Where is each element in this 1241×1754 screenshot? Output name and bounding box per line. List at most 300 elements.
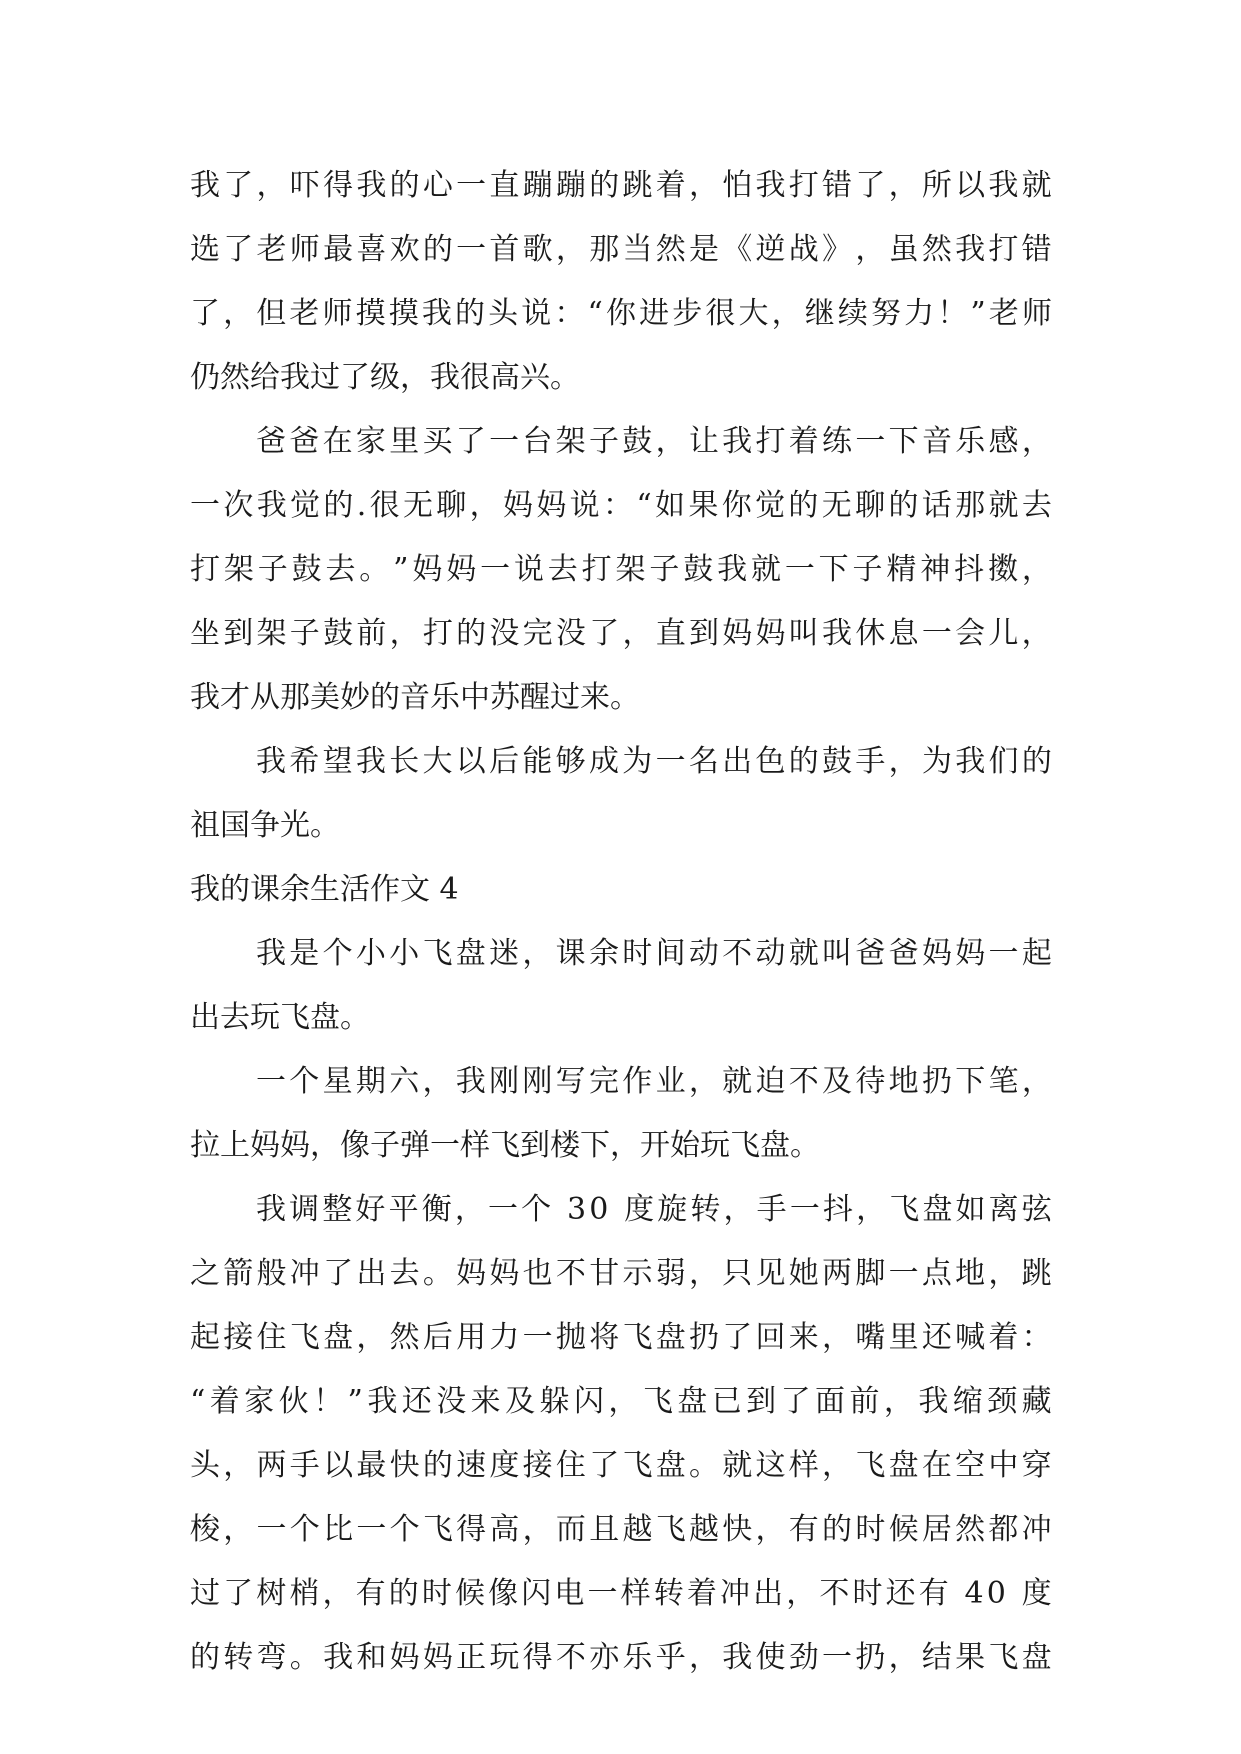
glyph: 师 (1021, 296, 1052, 331)
glyph: 一 (256, 1512, 287, 1547)
glyph: 了 (722, 1320, 753, 1355)
glyph: 前 (356, 616, 387, 651)
text-line: 出去玩飞盘。 (190, 1000, 370, 1035)
glyph: ， (822, 1320, 853, 1355)
glyph: 4 (964, 1576, 984, 1611)
glyph: ！ (313, 1384, 344, 1419)
text-line (190, 154, 1052, 218)
glyph: “ (587, 296, 603, 331)
glyph: 还 (401, 1384, 432, 1419)
glyph: 快 (389, 1448, 420, 1483)
glyph: 不 (555, 1256, 586, 1291)
glyph: 息 (888, 616, 919, 651)
glyph: 0 (986, 1576, 1006, 1611)
glyph: “ (190, 1384, 206, 1419)
glyph: 续 (837, 296, 868, 331)
glyph: 很 (705, 296, 736, 331)
glyph: 力 (904, 296, 935, 331)
glyph: ！ (937, 296, 968, 331)
glyph: 乐 (622, 1640, 653, 1675)
glyph: 长 (389, 744, 420, 779)
glyph: 色 (755, 744, 786, 779)
glyph: 这 (755, 1448, 786, 1483)
glyph: 。 (359, 552, 390, 587)
glyph: 盘 (655, 1320, 686, 1355)
glyph: 平 (388, 1192, 419, 1227)
glyph: 前 (849, 1384, 880, 1419)
glyph: 都 (988, 1512, 1019, 1547)
glyph: 叫 (822, 936, 853, 971)
glyph: 嘴 (855, 1320, 886, 1355)
glyph: 说 (513, 552, 544, 587)
glyph: 一 (921, 616, 952, 651)
glyph: 到 (746, 1384, 777, 1419)
glyph: ： (603, 488, 634, 523)
glyph: 只 (722, 1256, 753, 1291)
glyph: 之 (190, 1256, 220, 1291)
glyph: 步 (672, 296, 703, 331)
glyph: 次 (223, 488, 254, 523)
glyph: 箭 (223, 1256, 254, 1291)
glyph: 写 (555, 1064, 586, 1099)
glyph: 够 (555, 744, 586, 779)
glyph: 样 (620, 1576, 651, 1611)
glyph: 个 (521, 1192, 552, 1227)
glyph: 结 (921, 1640, 952, 1675)
glyph: 妈 (389, 1640, 420, 1675)
glyph: ， (888, 168, 919, 203)
glyph: 的 (389, 168, 420, 203)
glyph: 就 (722, 1448, 753, 1483)
glyph: 我 (190, 168, 220, 203)
glyph: 越 (688, 1512, 719, 1547)
glyph: 一 (456, 232, 487, 267)
glyph: 我 (256, 744, 286, 779)
glyph: 没 (436, 1384, 467, 1419)
glyph: 藏 (1021, 1384, 1052, 1419)
glyph: 吓 (289, 168, 320, 203)
glyph: 的 (822, 1512, 853, 1547)
glyph: 及 (822, 1064, 853, 1099)
glyph: 没 (555, 616, 586, 651)
glyph: 家 (355, 424, 386, 459)
glyph (554, 1178, 564, 1242)
glyph: 》 (822, 232, 853, 267)
glyph: 像 (488, 1576, 519, 1611)
glyph: 台 (522, 424, 553, 459)
glyph: 电 (554, 1576, 585, 1611)
glyph: ， (883, 1384, 914, 1419)
glyph: 而 (555, 1512, 586, 1547)
text-line (190, 538, 1052, 602)
glyph: 话 (921, 488, 952, 523)
glyph: 妈 (456, 1256, 487, 1291)
glyph: “ (636, 488, 652, 523)
glyph: 整 (322, 1192, 353, 1227)
glyph: 和 (356, 1640, 387, 1675)
glyph: 练 (822, 424, 853, 459)
glyph: 着 (655, 168, 686, 203)
glyph: 你 (721, 488, 752, 523)
glyph: 候 (888, 1512, 919, 1547)
glyph (952, 1562, 962, 1626)
glyph: 个 (289, 1064, 320, 1099)
glyph: 里 (389, 424, 420, 459)
glyph: 一 (522, 1320, 553, 1355)
glyph: 老 (988, 296, 1019, 331)
glyph: ” (970, 296, 986, 331)
glyph: 说 (521, 296, 552, 331)
glyph: 回 (755, 1320, 786, 1355)
glyph: 老 (256, 232, 287, 267)
glyph: . (356, 488, 367, 523)
glyph: 业 (655, 1064, 686, 1099)
glyph: 打 (755, 424, 786, 459)
text-line (190, 1434, 1052, 1498)
glyph (1009, 1562, 1019, 1626)
glyph: 一 (489, 424, 520, 459)
glyph: ， (322, 1576, 353, 1611)
glyph: 喊 (955, 1320, 986, 1355)
glyph: 的 (323, 488, 354, 523)
glyph: 弯 (256, 1640, 287, 1675)
glyph: 完 (522, 616, 553, 651)
glyph: 时 (622, 936, 653, 971)
glyph: 地 (955, 1256, 986, 1291)
glyph: 怕 (722, 168, 753, 203)
glyph: 架 (223, 552, 254, 587)
glyph: 爸 (888, 936, 919, 971)
glyph: 就 (750, 552, 781, 587)
glyph: 了 (589, 1448, 620, 1483)
glyph: 样 (788, 1448, 819, 1483)
glyph: ， (655, 424, 686, 459)
glyph: 师 (322, 296, 353, 331)
glyph: 们 (988, 744, 1019, 779)
glyph: 很 (369, 488, 400, 523)
glyph: 以 (323, 1448, 354, 1483)
glyph: 度 (624, 1192, 655, 1227)
glyph: ， (608, 1384, 639, 1419)
glyph: 了 (780, 1384, 811, 1419)
glyph: 子 (588, 424, 619, 459)
glyph: 果 (688, 488, 719, 523)
glyph: 打 (988, 232, 1019, 267)
glyph: 然 (955, 1512, 986, 1547)
glyph: 作 (622, 1064, 653, 1099)
glyph: 如 (655, 488, 686, 523)
glyph: 时 (421, 1576, 452, 1611)
glyph: 打 (581, 552, 612, 587)
glyph: 课 (555, 936, 586, 971)
glyph: ， (1021, 552, 1052, 587)
glyph: 亦 (589, 1640, 620, 1675)
glyph: 个 (389, 1512, 420, 1547)
glyph: 儿 (988, 616, 1019, 651)
glyph: 架 (256, 616, 287, 651)
glyph: 摸 (355, 296, 386, 331)
glyph: 我 (356, 168, 387, 203)
glyph: 力 (489, 1320, 520, 1355)
glyph: 爸 (855, 936, 886, 971)
glyph: 盘 (922, 1192, 953, 1227)
glyph: 大 (738, 296, 769, 331)
glyph: 望 (322, 744, 353, 779)
text-line: 我才从那美妙的音乐中苏醒过来。 (190, 680, 640, 715)
glyph: 高 (489, 1512, 520, 1547)
glyph: 期 (355, 1064, 386, 1099)
text-line: 祖国争光。 (190, 808, 340, 843)
glyph: 的 (888, 488, 919, 523)
text-line (190, 1242, 1052, 1306)
glyph: 在 (322, 424, 353, 459)
glyph: 接 (223, 1320, 254, 1355)
glyph: 蹦 (522, 168, 553, 203)
glyph: 地 (888, 1064, 919, 1099)
glyph: 甘 (589, 1256, 620, 1291)
glyph: 子 (289, 616, 320, 651)
glyph: 得 (323, 168, 354, 203)
glyph: 去 (389, 1256, 420, 1291)
glyph: ， (422, 1064, 453, 1099)
glyph: 快 (722, 1512, 753, 1547)
glyph: 盘 (1021, 1640, 1052, 1675)
glyph: 妈 (489, 1256, 520, 1291)
glyph: 首 (489, 232, 520, 267)
glyph: 喜 (356, 232, 387, 267)
glyph: 个 (322, 936, 353, 971)
glyph: 就 (788, 936, 819, 971)
glyph: 一 (855, 424, 886, 459)
glyph: 架 (555, 424, 586, 459)
glyph: 刚 (522, 1064, 553, 1099)
glyph: 飞 (642, 1384, 673, 1419)
glyph: ， (822, 1448, 853, 1483)
glyph: 冲 (289, 1256, 320, 1291)
glyph: 离 (988, 1192, 1019, 1227)
glyph: 鼓 (822, 744, 853, 779)
glyph: 进 (639, 296, 670, 331)
glyph: 度 (1021, 1576, 1052, 1611)
glyph: 扔 (688, 1320, 719, 1355)
glyph: 劲 (788, 1640, 819, 1675)
glyph: 一 (190, 488, 220, 523)
glyph: 来 (788, 1320, 819, 1355)
glyph: 里 (888, 1320, 919, 1355)
glyph: 子 (852, 552, 883, 587)
glyph: 一 (356, 1512, 387, 1547)
glyph: 然 (389, 1320, 420, 1355)
glyph: 手 (289, 1448, 320, 1483)
glyph: 让 (688, 424, 719, 459)
glyph: 鼓 (683, 552, 714, 587)
glyph: 好 (355, 1192, 386, 1227)
glyph: 抖 (822, 1192, 853, 1227)
glyph: 我 (323, 1640, 354, 1675)
glyph: 见 (755, 1256, 786, 1291)
glyph: 希 (289, 744, 320, 779)
glyph: 冲 (720, 1576, 750, 1611)
glyph: 了 (223, 168, 254, 203)
glyph: 转 (223, 1640, 254, 1675)
glyph: 。 (688, 1448, 719, 1483)
glyph: ， (256, 168, 287, 203)
glyph: 待 (855, 1064, 886, 1099)
glyph: 已 (711, 1384, 742, 1419)
glyph: 我 (455, 1064, 486, 1099)
glyph: 去 (1021, 488, 1052, 523)
glyph: 欢 (389, 232, 420, 267)
glyph: 飞 (655, 1512, 686, 1547)
glyph: 梢 (289, 1576, 320, 1611)
glyph: 打 (190, 552, 220, 587)
glyph: 精 (886, 552, 917, 587)
glyph: 且 (589, 1512, 620, 1547)
glyph: 居 (921, 1512, 952, 1547)
glyph: ， (555, 232, 586, 267)
glyph: 住 (256, 1320, 287, 1355)
glyph: 聊 (436, 488, 467, 523)
glyph: 鼓 (323, 616, 354, 651)
glyph: 着 (988, 1320, 1019, 1355)
glyph: 颈 (987, 1384, 1018, 1419)
glyph: 飞 (622, 1448, 653, 1483)
glyph: 出 (722, 744, 753, 779)
glyph: 个 (289, 1512, 320, 1547)
glyph: 我 (722, 424, 753, 459)
glyph: 以 (955, 168, 986, 203)
glyph: ， (223, 296, 254, 331)
glyph: 妈 (422, 1640, 453, 1675)
glyph: 完 (588, 1064, 619, 1099)
glyph: 。 (289, 1640, 320, 1675)
glyph: 我 (955, 744, 986, 779)
glyph: 在 (921, 1448, 952, 1483)
glyph: 有 (355, 1576, 386, 1611)
glyph: 爸 (289, 424, 320, 459)
glyph: 继 (804, 296, 835, 331)
glyph: 到 (223, 616, 254, 651)
glyph: 无 (821, 488, 852, 523)
glyph: 坐 (190, 616, 220, 651)
glyph: 叫 (788, 616, 819, 651)
glyph: 最 (356, 1448, 387, 1483)
glyph: 及 (505, 1384, 536, 1419)
glyph: 着 (209, 1384, 240, 1419)
glyph: 飞 (622, 1320, 653, 1355)
text-line: 拉上妈妈，像子弹一样飞到楼下，开始玩飞盘。 (190, 1128, 820, 1163)
glyph: 飞 (289, 1320, 320, 1355)
glyph: ， (1021, 1064, 1052, 1099)
glyph: 直 (655, 616, 686, 651)
paragraph-first-line (190, 410, 1052, 474)
glyph: 大 (422, 744, 453, 779)
glyph: 妈 (722, 616, 753, 651)
glyph: 鼓 (622, 424, 653, 459)
glyph: 躲 (539, 1384, 570, 1419)
glyph: 候 (455, 1576, 485, 1611)
glyph: 出 (356, 1256, 387, 1291)
glyph: 速 (456, 1448, 487, 1483)
glyph: 我 (955, 232, 986, 267)
glyph: 点 (921, 1256, 952, 1291)
paragraph-first-line (190, 1050, 1052, 1114)
glyph: 觉 (290, 488, 321, 523)
glyph: 的 (422, 232, 453, 267)
glyph: 了 (855, 168, 886, 203)
glyph: 我 (722, 1640, 753, 1675)
glyph: ， (688, 1064, 719, 1099)
glyph: 心 (422, 168, 453, 203)
paragraph-first-line (190, 1178, 1052, 1242)
glyph: 玩 (489, 1640, 520, 1675)
glyph: 去 (325, 552, 356, 587)
glyph: 妈 (955, 936, 986, 971)
glyph: 下 (888, 424, 919, 459)
text-line (190, 1370, 1052, 1434)
glyph: ， (771, 296, 802, 331)
glyph: ” (393, 552, 409, 587)
glyph: 妈 (502, 488, 533, 523)
glyph: 不 (788, 1064, 819, 1099)
glyph: 抖 (954, 552, 985, 587)
glyph: 了 (323, 1256, 354, 1291)
glyph: 战 (788, 232, 819, 267)
glyph: 鼓 (291, 552, 322, 587)
document-body (190, 154, 1052, 1690)
glyph: 一 (784, 552, 815, 587)
glyph: ， (522, 936, 553, 971)
glyph: 了 (589, 616, 620, 651)
glyph: ： (554, 296, 585, 331)
glyph: 的 (388, 1576, 419, 1611)
glyph: 越 (622, 1512, 653, 1547)
text-line (190, 218, 1052, 282)
glyph: ， (688, 1640, 719, 1675)
text-line (190, 1498, 1052, 1562)
glyph: 了 (190, 296, 220, 331)
glyph: 然 (921, 232, 952, 267)
glyph: 选 (190, 232, 220, 267)
glyph: 当 (622, 232, 653, 267)
glyph: 转 (653, 1576, 684, 1611)
glyph: ， (622, 616, 653, 651)
glyph: 不 (819, 1576, 850, 1611)
glyph: 努 (870, 296, 901, 331)
glyph: 了 (223, 1576, 254, 1611)
glyph: 觉 (755, 488, 786, 523)
glyph (611, 1178, 621, 1242)
glyph: 为 (921, 744, 952, 779)
paragraph-first-line (190, 922, 1052, 986)
glyph: 妈 (536, 488, 567, 523)
glyph: ， (855, 232, 886, 267)
glyph: 缩 (952, 1384, 983, 1419)
glyph: 一 (456, 168, 487, 203)
glyph: 说 (569, 488, 600, 523)
glyph: 架 (615, 552, 646, 587)
glyph: ， (389, 616, 420, 651)
glyph: 《 (722, 232, 753, 267)
glyph: 我 (918, 1384, 949, 1419)
glyph: 我 (256, 1192, 286, 1227)
glyph: 后 (422, 1320, 453, 1355)
glyph: 你 (605, 296, 636, 331)
glyph: 3 (566, 1192, 587, 1227)
glyph: 将 (589, 1320, 620, 1355)
glyph: 闪 (521, 1576, 552, 1611)
glyph: 用 (456, 1320, 487, 1355)
